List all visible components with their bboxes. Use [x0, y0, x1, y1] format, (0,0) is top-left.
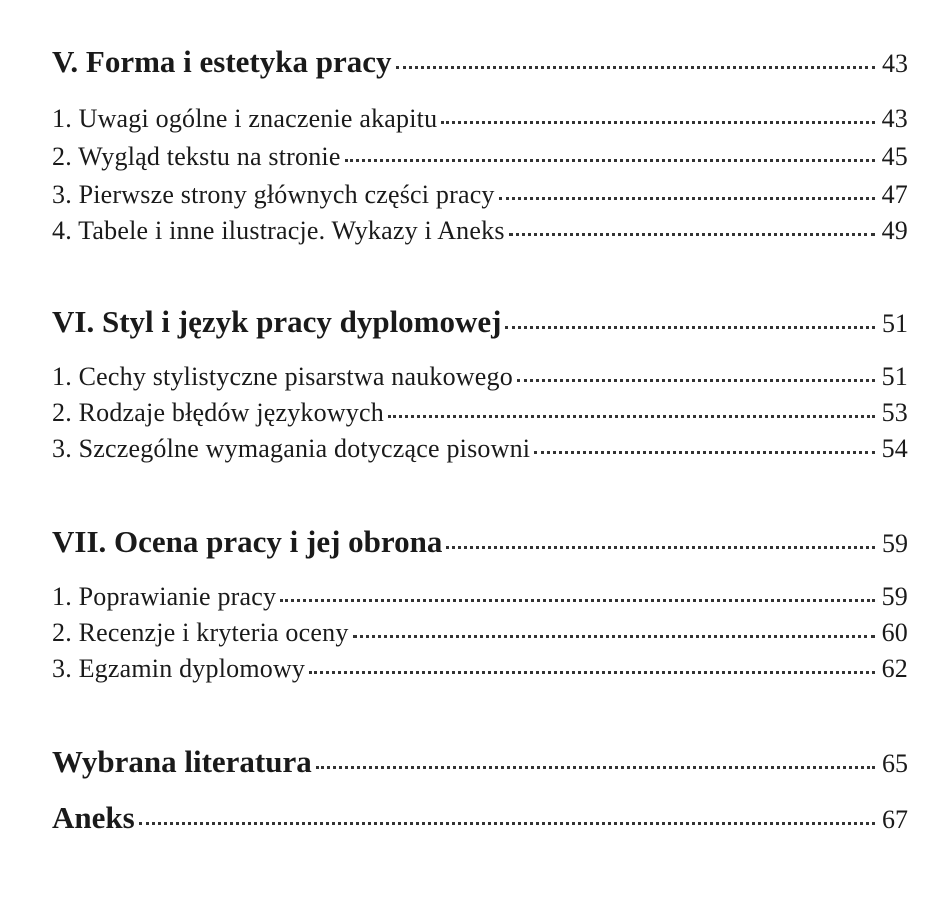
item-title: 3. Pierwsze strony głównych części pracy — [52, 180, 495, 209]
chapter-title: VI. Styl i język pracy dyplomowej — [52, 304, 502, 339]
toc-item — [52, 582, 908, 612]
dot-leader — [441, 121, 875, 124]
item-title: 1. Poprawianie pracy — [52, 582, 277, 611]
dot-leader — [446, 546, 875, 549]
chapter-title: VII. Ocena pracy i jej obrona — [52, 524, 443, 559]
toc-item — [52, 142, 908, 172]
page-number: 43 — [882, 49, 908, 78]
back-matter-heading — [52, 800, 908, 836]
chapter-heading — [52, 304, 908, 340]
dot-leader — [388, 415, 875, 418]
dot-leader — [517, 379, 875, 382]
page-number: 59 — [881, 582, 908, 611]
page-number: 51 — [881, 362, 908, 391]
page-number: 54 — [881, 434, 908, 463]
item-title: 2. Rodzaje błędów językowych — [52, 398, 384, 427]
chapter-heading — [52, 44, 908, 80]
chapter-heading — [52, 524, 908, 560]
item-title: 2. Wygląd tekstu na stronie — [52, 142, 341, 171]
item-title: 1. Cechy stylistyczne pisarstwa naukowego — [52, 362, 513, 391]
page-number: 59 — [882, 529, 908, 558]
dot-leader — [499, 197, 875, 200]
back-matter-title: Aneks — [52, 800, 135, 835]
item-title: 2. Recenzje i kryteria oceny — [52, 618, 349, 647]
dot-leader — [345, 159, 875, 162]
page-number: 47 — [881, 180, 908, 209]
item-title: 1. Uwagi ogólne i znaczenie akapitu — [52, 104, 438, 133]
item-title: 4. Tabele i inne ilustracje. Wykazy i Aneks — [52, 216, 505, 245]
page-number: 60 — [881, 618, 908, 647]
back-matter-title: Wybrana literatura — [52, 744, 312, 779]
toc-item — [52, 434, 908, 464]
page-number: 62 — [881, 654, 908, 683]
toc-item — [52, 398, 908, 428]
dot-leader — [139, 822, 875, 825]
dot-leader — [534, 451, 875, 454]
toc-item — [52, 362, 908, 392]
item-title: 3. Egzamin dyplomowy — [52, 654, 306, 683]
chapter-title: V. Forma i estetyka pracy — [52, 44, 392, 79]
page-number: 43 — [881, 104, 908, 133]
dot-leader — [309, 671, 875, 674]
toc-item — [52, 180, 908, 210]
toc-item — [52, 654, 908, 684]
page-number: 51 — [882, 309, 908, 338]
toc-item — [52, 618, 908, 648]
dot-leader — [509, 233, 875, 236]
toc-item — [52, 104, 908, 134]
dot-leader — [353, 635, 875, 638]
dot-leader — [316, 766, 875, 769]
page-number: 49 — [881, 216, 908, 245]
page-number: 65 — [882, 749, 908, 778]
page-number: 45 — [881, 142, 908, 171]
dot-leader — [505, 326, 875, 329]
dot-leader — [396, 66, 875, 69]
back-matter-heading — [52, 744, 908, 780]
dot-leader — [280, 599, 875, 602]
page-number: 53 — [881, 398, 908, 427]
page-number: 67 — [882, 805, 908, 834]
toc-item — [52, 216, 908, 246]
item-title: 3. Szczególne wymagania dotyczące pisowni — [52, 434, 531, 463]
